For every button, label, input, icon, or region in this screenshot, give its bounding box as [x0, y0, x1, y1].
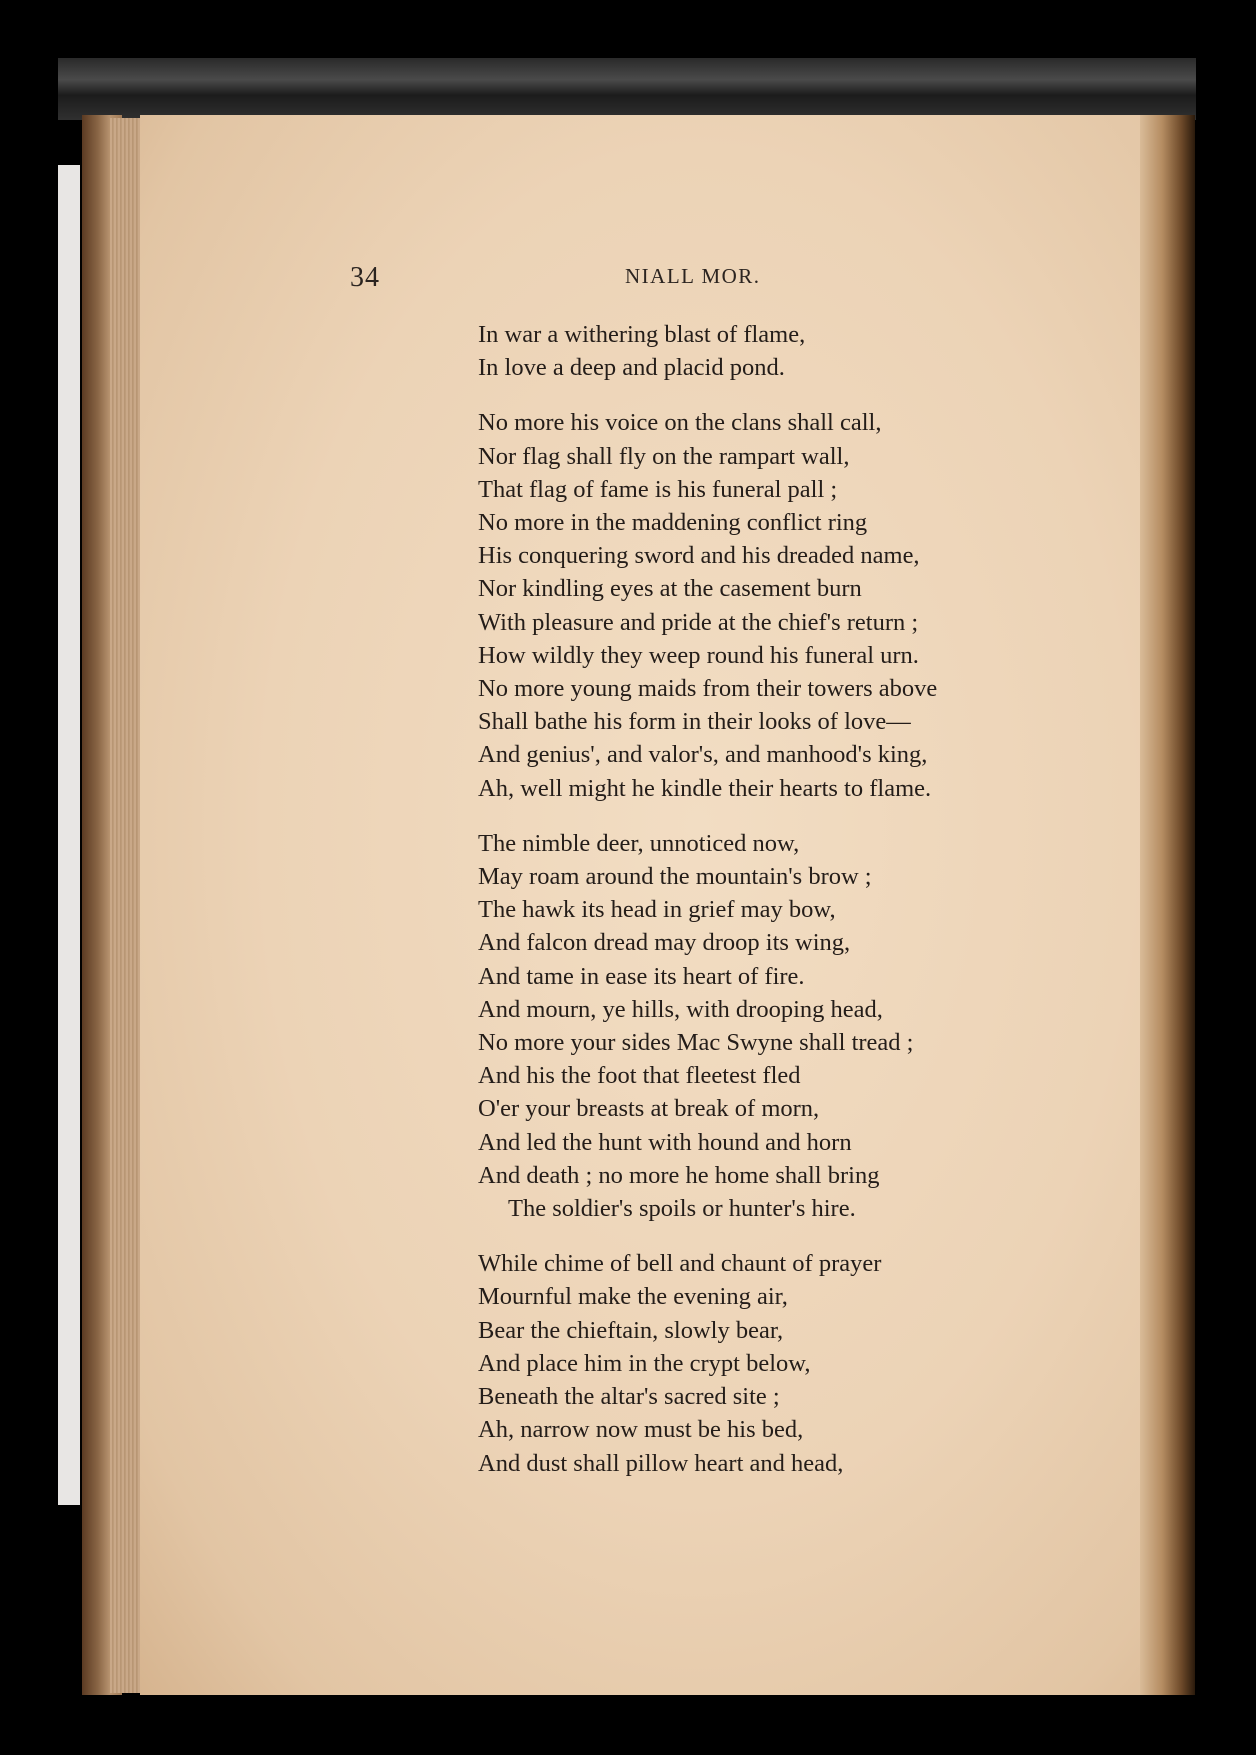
poem-line: No more in the maddening conflict ring [478, 509, 868, 537]
poem-line: Ah, narrow now must be his bed, [478, 1416, 804, 1444]
page-stack-edge [110, 118, 144, 1693]
poem-line: Shall bathe his form in their looks of love— [478, 708, 911, 736]
poem-line: The nimble deer, unnoticed now, [478, 829, 800, 857]
poem-line: Mournful make the evening air, [478, 1283, 788, 1311]
poem-body [478, 318, 1018, 1502]
poem-line: In war a withering blast of flame, [478, 321, 806, 348]
poem-line: No more his voice on the clans shall call, [478, 409, 882, 437]
scan-right-border [1196, 58, 1256, 1755]
poem-line: And genius', and valor's, and manhood's king, [478, 741, 928, 769]
poem-line: No more your sides Mac Swyne shall tread ; [478, 1029, 914, 1057]
poem-line: How wildly they weep round his funeral urn. [478, 641, 919, 669]
running-title: NIALL MOR. [625, 264, 761, 288]
poem-line: The hawk its head in grief may bow, [478, 896, 836, 924]
poem-line: Beneath the altar's sacred site ; [478, 1383, 780, 1411]
poem-line: Ah, well might he kindle their hearts to flame. [478, 774, 932, 802]
poem-line: With pleasure and pride at the chief's return ; [478, 608, 919, 636]
poem-line: And falcon dread may droop its wing, [478, 929, 851, 957]
stanza [478, 1247, 1018, 1479]
poem-line: And his the foot that fleetest fled [478, 1062, 801, 1090]
poem-line: And death ; no more he home shall bring [478, 1161, 880, 1189]
poem-line: Bear the chieftain, slowly bear, [478, 1316, 784, 1344]
poem-line: While chime of bell and chaunt of prayer [478, 1250, 882, 1278]
poem-line: That flag of fame is his funeral pall ; [478, 475, 838, 503]
poem-line: His conquering sword and his dreaded name, [478, 542, 920, 570]
paper-edge-strip [58, 165, 80, 1505]
poem-line: And tame in ease its heart of fire. [478, 962, 805, 990]
page-number: 34 [350, 262, 380, 293]
poem-line: Nor kindling eyes at the casement burn [478, 575, 862, 603]
poem-line: In love a deep and placid pond. [478, 354, 785, 382]
poem-line: No more young maids from their towers above [478, 675, 938, 703]
poem-line: O'er your breasts at break of morn, [478, 1095, 820, 1123]
poem-line: And led the hunt with hound and horn [478, 1128, 852, 1156]
book-gutter [1140, 115, 1195, 1695]
poem-line: And place him in the crypt below, [478, 1349, 811, 1377]
poem-line: And dust shall pillow heart and head, [478, 1449, 844, 1477]
stanza [478, 318, 1018, 384]
poem-line: May roam around the mountain's brow ; [478, 863, 872, 891]
poem-line: Nor flag shall fly on the rampart wall, [478, 442, 850, 470]
poem-line: The soldier's spoils or hunter's hire. [508, 1195, 856, 1223]
poem-line: And mourn, ye hills, with drooping head, [478, 995, 883, 1023]
page-header [140, 262, 1155, 302]
plastic-sleeve [58, 58, 1198, 120]
stanza [478, 827, 1018, 1225]
stanza [478, 406, 1018, 804]
